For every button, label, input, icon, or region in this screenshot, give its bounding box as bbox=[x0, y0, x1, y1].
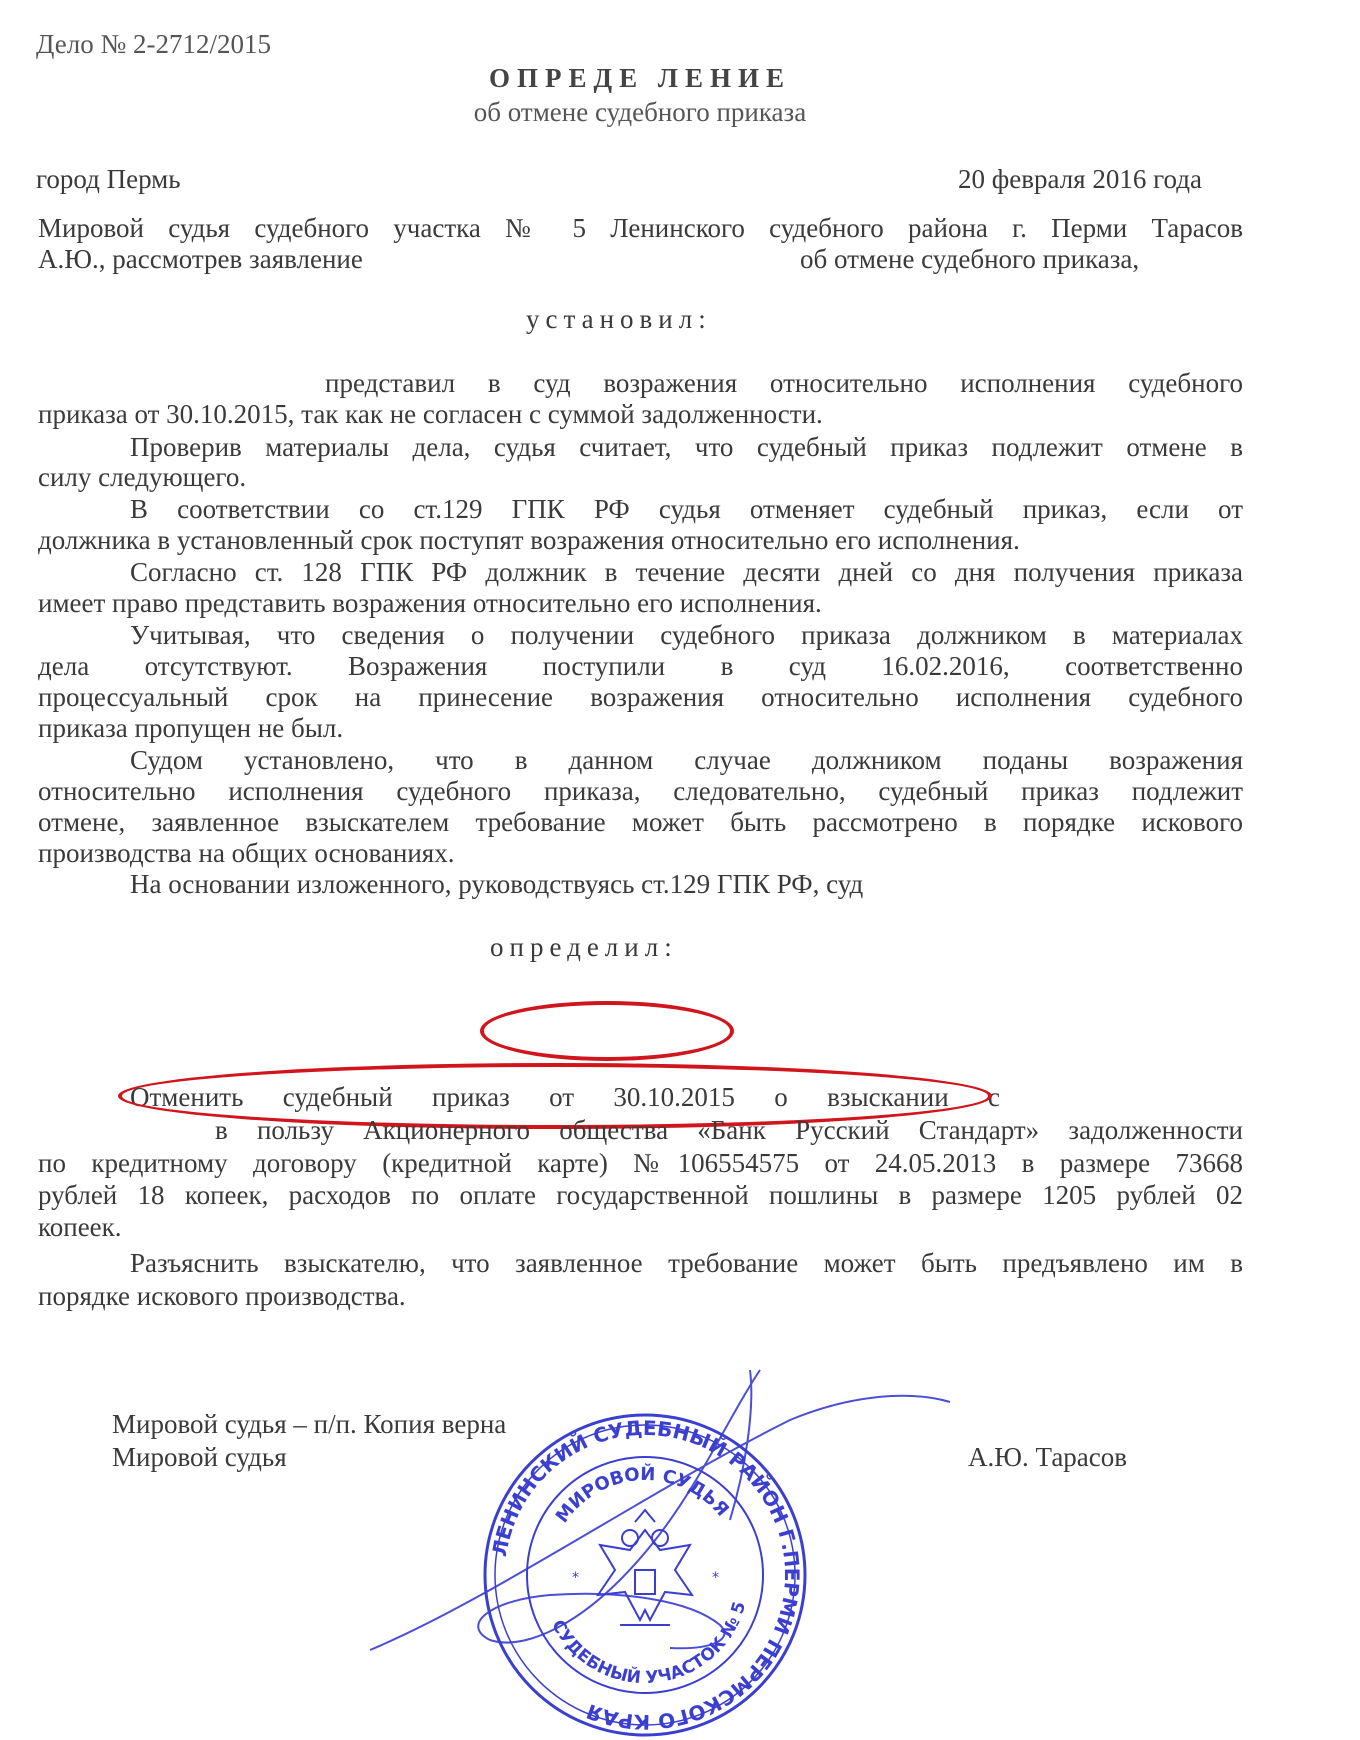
coat-of-arms-icon bbox=[598, 1510, 692, 1625]
text-line: Разъяснить взыскателю, что заявленное требование может быть предъявлено им в bbox=[130, 1248, 1243, 1278]
text-line: относительно исполнения судебного приказа, следовательно, судебный приказ подлежит bbox=[38, 776, 1243, 806]
text-line: производства на общих основаниях. bbox=[38, 838, 455, 868]
text-line: должника в установленный срок поступят возражения относительно его исполнения. bbox=[38, 525, 1020, 555]
signature-line-2: Мировой судья bbox=[112, 1442, 287, 1472]
document-date: 20 февраля 2016 года bbox=[958, 164, 1202, 194]
svg-text:*: * bbox=[572, 1570, 579, 1586]
text-line: В соответствии со ст.129 ГПК РФ судья отменяет судебный приказ, если от bbox=[130, 494, 1243, 524]
intro-line-2b: об отмене судебного приказа, bbox=[800, 244, 1140, 274]
signature-line-1: Мировой судья – п/п. Копия верна bbox=[112, 1409, 507, 1439]
intro-line-2a: А.Ю., рассмотрев заявление bbox=[38, 244, 363, 274]
section-heading-established: установил: bbox=[526, 304, 712, 334]
text-line: рублей 18 копеек, расходов по оплате государственной пошлины в размере 1205 рублей 02 bbox=[38, 1180, 1243, 1210]
text-line: по кредитному договору (кредитной карте) №106554575 от 24.05.2013 в размере 73668 bbox=[38, 1148, 1243, 1178]
text-line: Проверив материалы дела, судья считает, что судебный приказ подлежит отмене в bbox=[130, 432, 1243, 462]
svg-text:ЛЕНИНСКИЙ СУДЕБНЫЙ РАЙОН Г.ПЕР: ЛЕНИНСКИЙ СУДЕБНЫЙ РАЙОН Г.ПЕРМИ ПЕРМСКОГО КРАЯ bbox=[487, 1415, 805, 1735]
text-line: отмене, заявленное взыскателем требование может быть рассмотрено в порядке искового bbox=[38, 807, 1243, 837]
red-highlight-oval-heading bbox=[480, 1001, 734, 1061]
text-line: представил в суд возражения относительно исполнения судебного bbox=[325, 368, 1243, 398]
svg-text:МИРОВОЙ СУДЬЯ: МИРОВОЙ СУДЬЯ bbox=[551, 1463, 733, 1527]
case-number: Дело № 2-2712/2015 bbox=[36, 29, 271, 59]
text-line: приказа пропущен не был. bbox=[38, 713, 344, 743]
text-line: Учитывая, что сведения о получении судебного приказа должником в материалах bbox=[130, 620, 1243, 650]
text-line: имеет право представить возражения относительно его исполнения. bbox=[38, 588, 822, 618]
svg-text:СУДЕБНЫЙ УЧАСТОК № 5: СУДЕБНЫЙ УЧАСТОК № 5 bbox=[547, 1599, 751, 1689]
text-line: копеек. bbox=[38, 1212, 122, 1242]
judge-name: А.Ю. Тарасов bbox=[968, 1442, 1128, 1472]
svg-text:*: * bbox=[712, 1570, 719, 1586]
text-line: Согласно ст. 128 ГПК РФ должник в течение десяти дней со дня получения приказа bbox=[130, 557, 1243, 587]
text-line: приказа от 30.10.2015, так как не согласен с суммой задолженности. bbox=[38, 399, 823, 429]
text-line: в пользу Акционерного общества «Банк Русский Стандарт» задолженности bbox=[215, 1115, 1243, 1145]
text-line: Отменить судебный приказ от 30.10.2015 о взыскании с bbox=[130, 1082, 1000, 1112]
redacted-name bbox=[405, 243, 795, 276]
official-stamp bbox=[480, 1410, 810, 1740]
intro-line-1: Мировой судья судебного участка № 5 Ленинского судебного района г. Перми Тарасов bbox=[38, 213, 1243, 243]
city: город Пермь bbox=[36, 164, 181, 194]
text-line: Судом установлено, что в данном случае должником поданы возражения bbox=[130, 745, 1243, 775]
text-line: силу следующего. bbox=[38, 462, 247, 492]
text-line: дела отсутствуют. Возражения поступили в суд 16.02.2016, соответственно bbox=[38, 651, 1243, 681]
text-line: порядке искового производства. bbox=[38, 1281, 406, 1311]
document-title: ОПРЕДЕ ЛЕНИЕ bbox=[489, 63, 791, 93]
document-subtitle: об отмене судебного приказа bbox=[473, 97, 807, 127]
section-heading-decided: определил: bbox=[490, 932, 678, 962]
text-line: На основании изложенного, руководствуясь ст.129 ГПК РФ, суд bbox=[130, 869, 864, 899]
text-line: процессуальный срок на принесение возражения относительно исполнения судебного bbox=[38, 682, 1243, 712]
